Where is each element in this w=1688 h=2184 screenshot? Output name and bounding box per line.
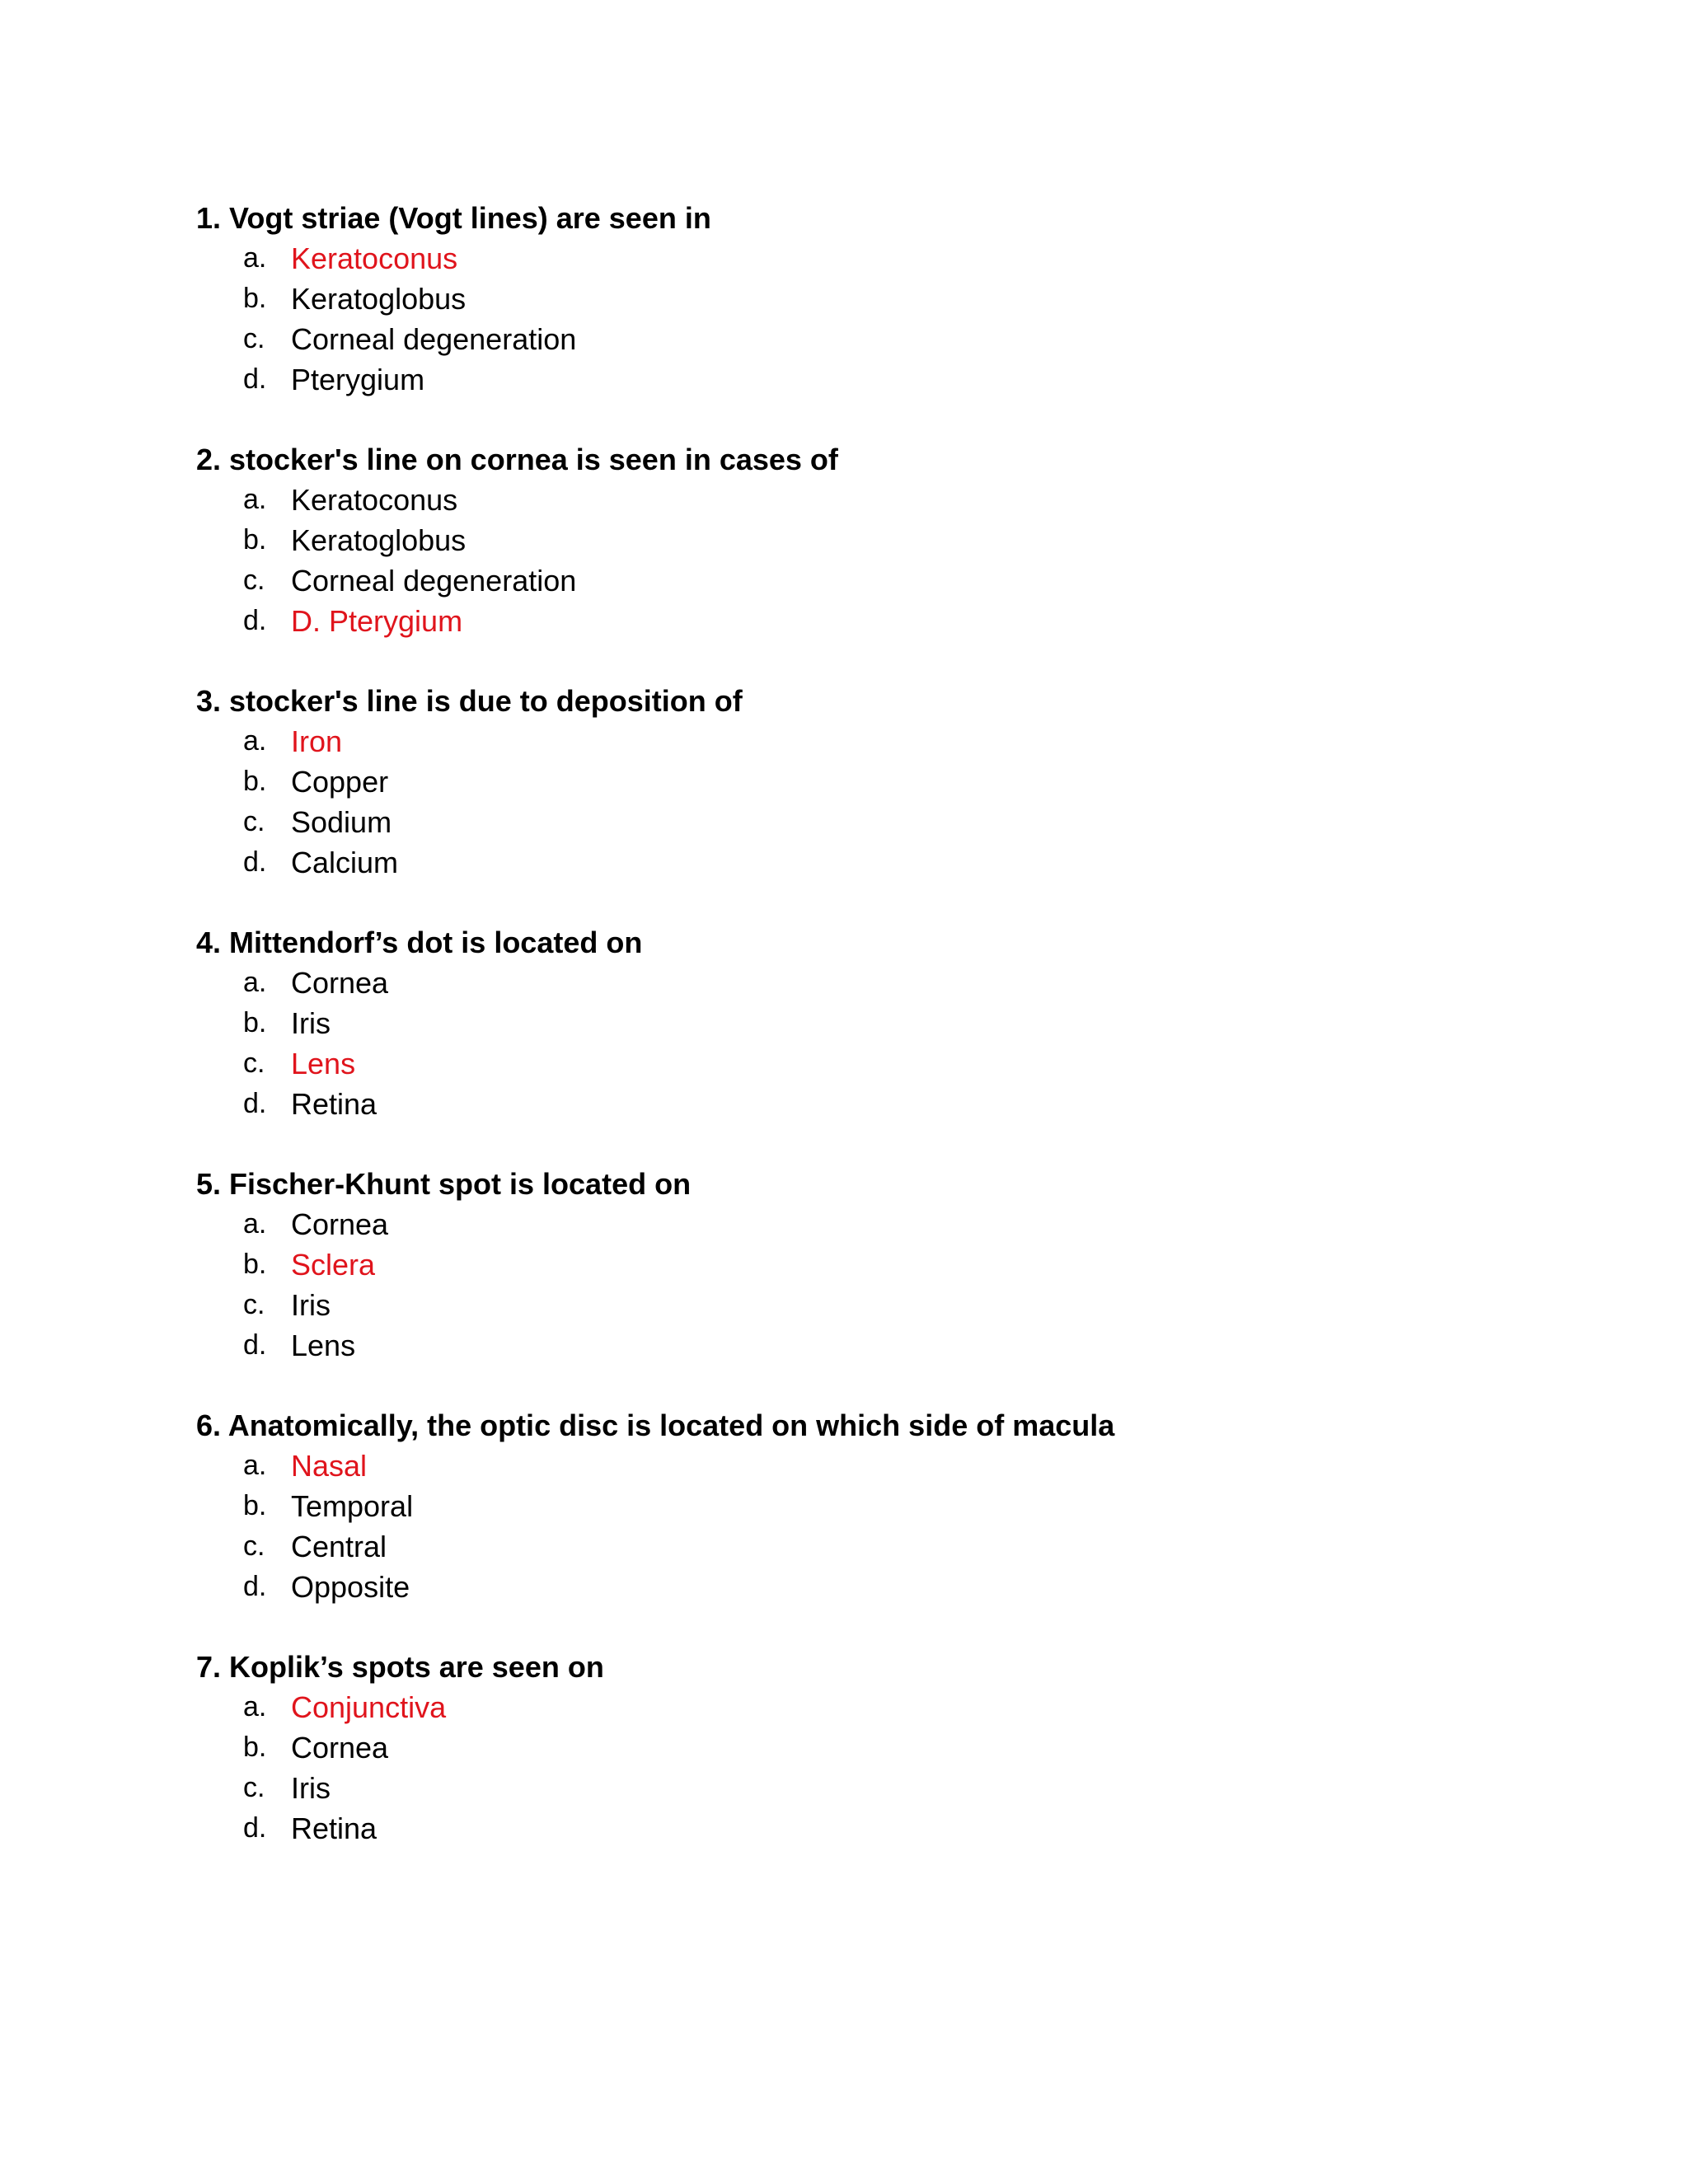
answer-option <box>196 1526 1597 1567</box>
option-letter: d. <box>243 1329 267 1361</box>
option-text: Calcium <box>291 846 399 879</box>
option-text: Iris <box>291 1771 331 1805</box>
option-letter: c. <box>243 323 265 354</box>
answer-option <box>196 1567 1597 1607</box>
question-title: 2. stocker's line on cornea is seen in cases of <box>196 443 838 476</box>
option-text: Central <box>291 1530 387 1563</box>
option-letter: c. <box>243 1047 265 1079</box>
answer-option <box>196 1325 1597 1366</box>
option-text: Keratoglobus <box>291 523 467 557</box>
option-text: Cornea <box>291 1731 389 1765</box>
option-letter: a. <box>243 1450 267 1481</box>
answer-option <box>196 560 1597 601</box>
option-letter: b. <box>243 524 267 555</box>
option-text: Iris <box>291 1006 331 1040</box>
answer-option <box>196 238 1597 279</box>
answer-option <box>196 762 1597 802</box>
answer-option <box>196 1446 1597 1486</box>
option-text: Iris <box>291 1288 331 1322</box>
option-letter: d. <box>243 605 267 636</box>
option-letter: c. <box>243 1289 265 1320</box>
option-text: Corneal degeneration <box>291 322 577 356</box>
question-4 <box>196 922 1597 1124</box>
answer-option <box>196 1687 1597 1727</box>
option-text-correct: D. Pterygium <box>291 604 463 638</box>
answer-option <box>196 1043 1597 1084</box>
option-letter: c. <box>243 1772 265 1803</box>
question-3 <box>196 681 1597 883</box>
option-letter: c. <box>243 1530 265 1562</box>
option-text: Copper <box>291 765 389 799</box>
answer-option <box>196 1244 1597 1285</box>
option-text-correct: Conjunctiva <box>291 1690 447 1724</box>
question-1 <box>196 198 1597 400</box>
option-letter: b. <box>243 1007 267 1038</box>
option-letter: b. <box>243 283 267 314</box>
option-letter: b. <box>243 1732 267 1763</box>
option-text-correct: Iron <box>291 724 343 758</box>
option-text: Corneal degeneration <box>291 564 577 598</box>
option-text: Keratoconus <box>291 483 458 517</box>
option-text: Cornea <box>291 966 389 1000</box>
answer-option <box>196 601 1597 641</box>
answer-option <box>196 1808 1597 1849</box>
quiz-list <box>196 198 1597 1888</box>
answer-option <box>196 1486 1597 1526</box>
option-letter: d. <box>243 846 267 878</box>
option-text: Retina <box>291 1087 377 1121</box>
question-title: 3. stocker's line is due to deposition of <box>196 684 743 718</box>
question-title: 1. Vogt striae (Vogt lines) are seen in <box>196 201 711 235</box>
answer-option <box>196 1768 1597 1808</box>
option-letter: d. <box>243 363 267 395</box>
answer-option <box>196 802 1597 842</box>
option-text-correct: Nasal <box>291 1449 368 1483</box>
option-letter: b. <box>243 1249 267 1280</box>
option-letter: a. <box>243 967 267 998</box>
option-text: Keratoglobus <box>291 282 467 316</box>
option-text-correct: Keratoconus <box>291 241 458 275</box>
option-letter: a. <box>243 484 267 515</box>
answer-option <box>196 520 1597 560</box>
answer-option <box>196 359 1597 400</box>
option-text: Pterygium <box>291 363 425 396</box>
option-letter: d. <box>243 1571 267 1602</box>
option-letter: c. <box>243 806 265 837</box>
question-title: 7. Koplik’s spots are seen on <box>196 1650 604 1684</box>
answer-option <box>196 319 1597 359</box>
question-7 <box>196 1647 1597 1849</box>
option-letter: c. <box>243 565 265 596</box>
answer-option <box>196 480 1597 520</box>
answer-option <box>196 1003 1597 1043</box>
question-title: 6. Anatomically, the optic disc is located on which side of macula <box>196 1408 1115 1442</box>
question-title: 4. Mittendorf’s dot is located on <box>196 926 643 959</box>
answer-option <box>196 1285 1597 1325</box>
option-letter: a. <box>243 725 267 757</box>
option-letter: b. <box>243 1490 267 1521</box>
answer-option <box>196 279 1597 319</box>
option-text: Cornea <box>291 1207 389 1241</box>
answer-option <box>196 721 1597 762</box>
question-6 <box>196 1405 1597 1607</box>
option-letter: d. <box>243 1812 267 1844</box>
answer-option <box>196 963 1597 1003</box>
option-text: Temporal <box>291 1489 414 1523</box>
option-text-correct: Sclera <box>291 1248 376 1282</box>
option-letter: a. <box>243 242 267 274</box>
option-text: Lens <box>291 1329 356 1362</box>
option-letter: b. <box>243 766 267 797</box>
option-text: Retina <box>291 1811 377 1845</box>
question-2 <box>196 439 1597 641</box>
question-5 <box>196 1164 1597 1366</box>
answer-option <box>196 1084 1597 1124</box>
answer-option <box>196 842 1597 883</box>
question-title: 5. Fischer-Khunt spot is located on <box>196 1167 692 1201</box>
option-text-correct: Lens <box>291 1047 356 1080</box>
option-letter: a. <box>243 1691 267 1722</box>
answer-option <box>196 1204 1597 1244</box>
option-letter: d. <box>243 1088 267 1119</box>
answer-option <box>196 1727 1597 1768</box>
option-text: Sodium <box>291 805 392 839</box>
option-text: Opposite <box>291 1570 410 1604</box>
option-letter: a. <box>243 1208 267 1240</box>
